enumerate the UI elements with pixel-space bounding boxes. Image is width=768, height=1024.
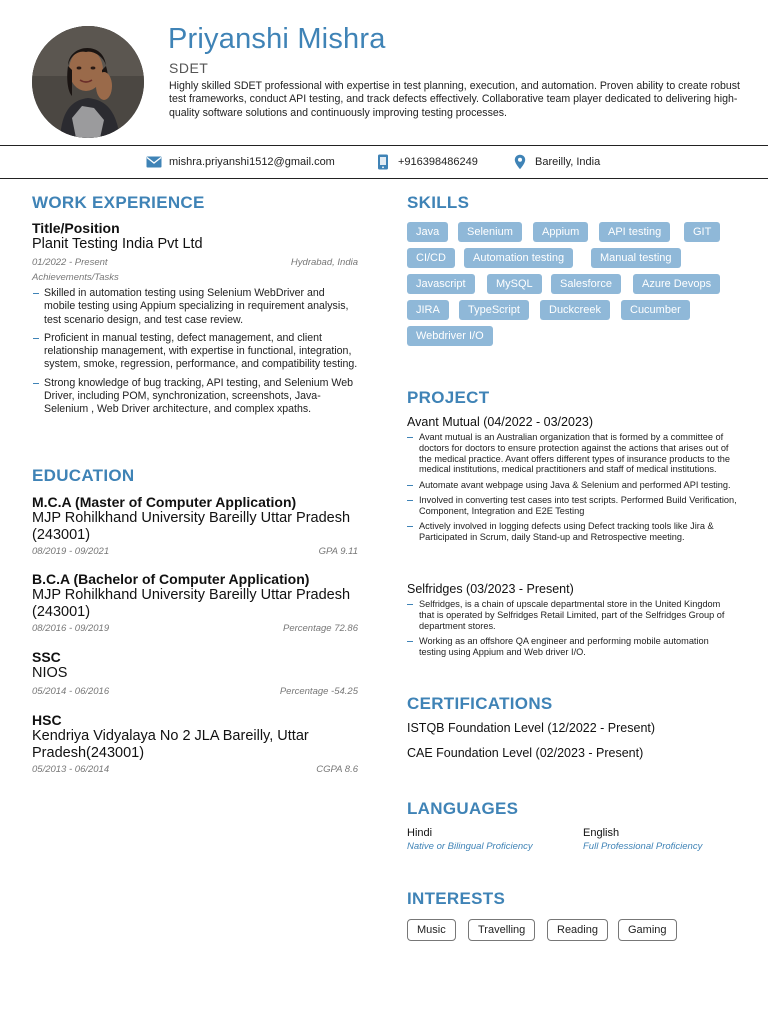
project-title: Selfridges (03/2023 - Present) — [407, 582, 574, 596]
skill-tag: API testing — [599, 222, 670, 242]
avatar — [32, 26, 144, 138]
education-score: Percentage -54.25 — [279, 686, 358, 697]
skill-tag: MySQL — [487, 274, 542, 294]
list-item: Automate avant webpage using Java & Selenium and performed API testing. — [407, 480, 737, 491]
education-dates: 08/2016 - 09/2019 — [32, 623, 110, 634]
skill-tag: Javascript — [407, 274, 475, 294]
education-degree: SSC — [32, 649, 61, 665]
skill-tag: Duckcreek — [540, 300, 610, 320]
project-heading: PROJECT — [407, 388, 490, 407]
education-degree: M.C.A (Master of Computer Application) — [32, 494, 297, 510]
education-score: CGPA 8.6 — [316, 764, 358, 775]
skill-tag: JIRA — [407, 300, 449, 320]
skill-tag: Automation testing — [464, 248, 573, 268]
education-dates: 05/2014 - 06/2016 — [32, 686, 110, 697]
skill-tag: GIT — [684, 222, 720, 242]
education-dates: 05/2013 - 06/2014 — [32, 764, 110, 775]
language-level: Full Professional Proficiency — [583, 841, 703, 852]
skill-tag: Azure Devops — [633, 274, 720, 294]
skill-tag: CI/CD — [407, 248, 455, 268]
education-degree: B.C.A (Bachelor of Computer Application) — [32, 571, 310, 587]
skills-heading: SKILLS — [407, 193, 470, 212]
list-item: Selfridges, is a chain of upscale departmental store in the United Kingdom that is operated by Selfridges Retail Limited, part of the Selfridges Group of department stores. — [407, 599, 737, 631]
interest-tag: Music — [407, 919, 456, 941]
candidate-role: SDET — [169, 60, 209, 76]
languages-heading: LANGUAGES — [407, 799, 519, 818]
education-score: Percentage 72.86 — [282, 623, 358, 634]
education-institution: MJP Rohilkhand University Bareilly Uttar Pradesh (243001) — [32, 510, 351, 543]
job-dates: 01/2022 - Present — [32, 257, 108, 268]
skill-tag: Appium — [533, 222, 588, 242]
education-score: GPA 9.11 — [318, 546, 358, 557]
phone-text: +916398486249 — [398, 155, 478, 168]
work-bullets — [32, 287, 358, 417]
interest-tag: Travelling — [468, 919, 535, 941]
email-text: mishra.priyanshi1512@gmail.com — [169, 155, 335, 168]
map-pin-icon — [512, 154, 528, 170]
education-dates: 08/2019 - 09/2021 — [32, 546, 110, 557]
skill-tag: Java — [407, 222, 448, 242]
project-bullets — [407, 599, 737, 662]
certification-item: ISTQB Foundation Level (12/2022 - Present) — [407, 721, 656, 735]
list-item: Avant mutual is an Australian organization that is formed by a committee of doctors for doctors to ensure protection against the actions that arises out of the medical practice. Avant offers different types of insurance products to the medical institutions, medical practitioners and staff of medical institutions. — [407, 432, 737, 475]
profile-summary: Highly skilled SDET professional with expertise in test planning, execution, and automation. Proven ability to create robust test frameworks, conduct API testing, and track defects effectively. Collaborative team player dedicated to delivering high-quality software solutions and continuously improving testing processes. — [169, 80, 740, 119]
interests-heading: INTERESTS — [407, 889, 506, 908]
contact-email[interactable] — [146, 146, 335, 177]
skill-tag: TypeScript — [459, 300, 529, 320]
resume-header — [0, 0, 768, 145]
list-item: Actively involved in logging defects using Defect tracking tools like Jira & Participated in Scrum, daily Stand-up and Retrospective meeting. — [407, 521, 737, 543]
education-institution: MJP Rohilkhand University Bareilly Uttar Pradesh (243001) — [32, 587, 351, 620]
education-institution: NIOS — [32, 665, 68, 681]
skill-tag: Cucumber — [621, 300, 690, 320]
certification-item: CAE Foundation Level (02/2023 - Present) — [407, 746, 644, 760]
language-level: Native or Bilingual Proficiency — [407, 841, 533, 852]
education-degree: HSC — [32, 712, 62, 728]
company-name: Planit Testing India Pvt Ltd — [32, 236, 203, 252]
skill-tag: Salesforce — [551, 274, 621, 294]
list-item: Strong knowledge of bug tracking, API testing, and Selenium Web Driver, including POM, synchronization, screenshots, Java-Selenium , Web Driver architecture, and complex xpaths. — [32, 377, 358, 417]
phone-icon — [375, 154, 391, 170]
project-bullets — [407, 432, 737, 547]
contact-location — [512, 146, 600, 177]
language-name: Hindi — [407, 827, 433, 839]
envelope-icon — [146, 154, 162, 170]
education-institution: Kendriya Vidyalaya No 2 JLA Bareilly, Uttar Pradesh(243001) — [32, 728, 309, 761]
interest-tag: Reading — [547, 919, 608, 941]
education-heading: EDUCATION — [32, 466, 135, 485]
certifications-heading: CERTIFICATIONS — [407, 694, 553, 713]
work-experience-heading: WORK EXPERIENCE — [32, 193, 205, 212]
contact-phone[interactable] — [375, 146, 478, 177]
skill-tag: Manual testing — [591, 248, 681, 268]
list-item: Proficient in manual testing, defect management, and client relationship management, with expertise in functional, integration, system, smoke, regression, performance, and compatibility testing. — [32, 332, 358, 372]
interest-tag: Gaming — [618, 919, 677, 941]
project-title: Avant Mutual (04/2022 - 03/2023) — [407, 415, 594, 429]
candidate-name: Priyanshi Mishra — [168, 23, 386, 55]
language-name: English — [583, 827, 620, 839]
skill-tag: Webdriver I/O — [407, 326, 493, 346]
tasks-label: Achievements/Tasks — [32, 272, 119, 283]
job-title: Title/Position — [32, 220, 120, 236]
skill-tag: Selenium — [458, 222, 522, 242]
location-text: Bareilly, India — [535, 155, 601, 168]
list-item: Working as an offshore QA engineer and performing mobile automation testing using Appium and Web driver I/O. — [407, 636, 737, 658]
list-item: Involved in converting test cases into test scripts. Performed Build Verification, Component, Integration and E2E Testing — [407, 495, 737, 517]
contact-bar — [0, 145, 768, 179]
job-location: Hydrabad, India — [290, 257, 358, 268]
list-item: Skilled in automation testing using Selenium WebDriver and mobile testing using Appium specializing in requirement analysis, test scenario design, and test case review. — [32, 287, 358, 327]
